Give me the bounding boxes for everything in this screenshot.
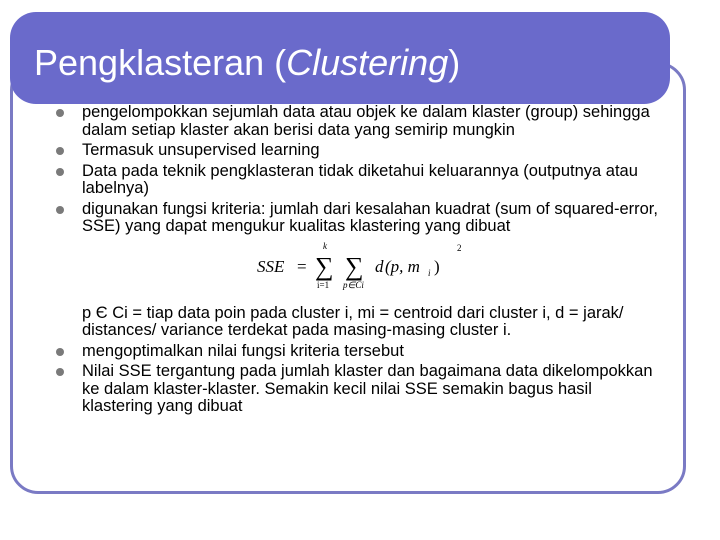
bullet-dot-icon [56, 168, 64, 176]
formula-args-close: ) [434, 256, 440, 276]
bullet-item [52, 142, 664, 160]
formula-lhs: SSE [257, 256, 285, 276]
bullet-item [52, 363, 664, 416]
sse-formula-graphic [257, 239, 477, 295]
formula-note: p Є Ci = tiap data poin pada cluster i, mi = centroid dari cluster i, d = jarak/ distances/ variance terdekat pada masing-masing cluster i. [82, 303, 624, 339]
bullet-dot-icon [56, 147, 64, 155]
bullet-dot-icon [56, 109, 64, 117]
bullet-dot-icon [56, 206, 64, 214]
formula-power: 2 [457, 242, 462, 253]
bullet-text: mengoptimalkan nilai fungsi kriteria tersebut [82, 341, 404, 360]
formula-sum-top: k [323, 240, 327, 251]
bullet-item [52, 104, 664, 139]
formula-inner-bottom: p∈Ci [343, 279, 364, 290]
formula-equals: = [297, 256, 307, 276]
bullet-item [52, 163, 664, 198]
sigma-outer-icon: ∑ [315, 251, 334, 281]
formula-sum-bottom: i=1 [317, 279, 330, 290]
bullet-text: Nilai SSE tergantung pada jumlah klaster dan bagaimana data dikelompokkan ke dalam klaster-klaster. Semakin kecil nilai SSE semakin bagus hasil klastering yang dibuat [82, 362, 653, 415]
sse-formula [52, 239, 664, 295]
bullet-item [52, 343, 664, 361]
bullet-text: pengelompokkan sejumlah data atau objek ke dalam klaster (group) sehingga dalam setiap klaster akan berisi data yang semirip mungkin [82, 103, 650, 139]
title-bar [10, 12, 670, 104]
bullet-text: Termasuk unsupervised learning [82, 141, 320, 159]
bullet-dot-icon [56, 348, 64, 356]
sigma-inner-icon: ∑ [345, 251, 364, 281]
bullet-text: digunakan fungsi kriteria: jumlah dari kesalahan kuadrat (sum of squared-error, SSE) yang dapat mengukur kualitas klastering yang dibuat [82, 199, 658, 235]
bullet-text: Data pada teknik pengklasteran tidak diketahui keluarannya (outputnya atau labelnya) [82, 161, 638, 197]
slide-title: Pengklasteran (Clustering) [34, 42, 461, 83]
formula-args: (p, m [385, 256, 420, 276]
formula-args-sub: i [428, 267, 431, 278]
formula-func: d [375, 256, 384, 276]
bullet-dot-icon [56, 368, 64, 376]
bullet-item [52, 201, 664, 236]
slide-content [52, 104, 664, 419]
